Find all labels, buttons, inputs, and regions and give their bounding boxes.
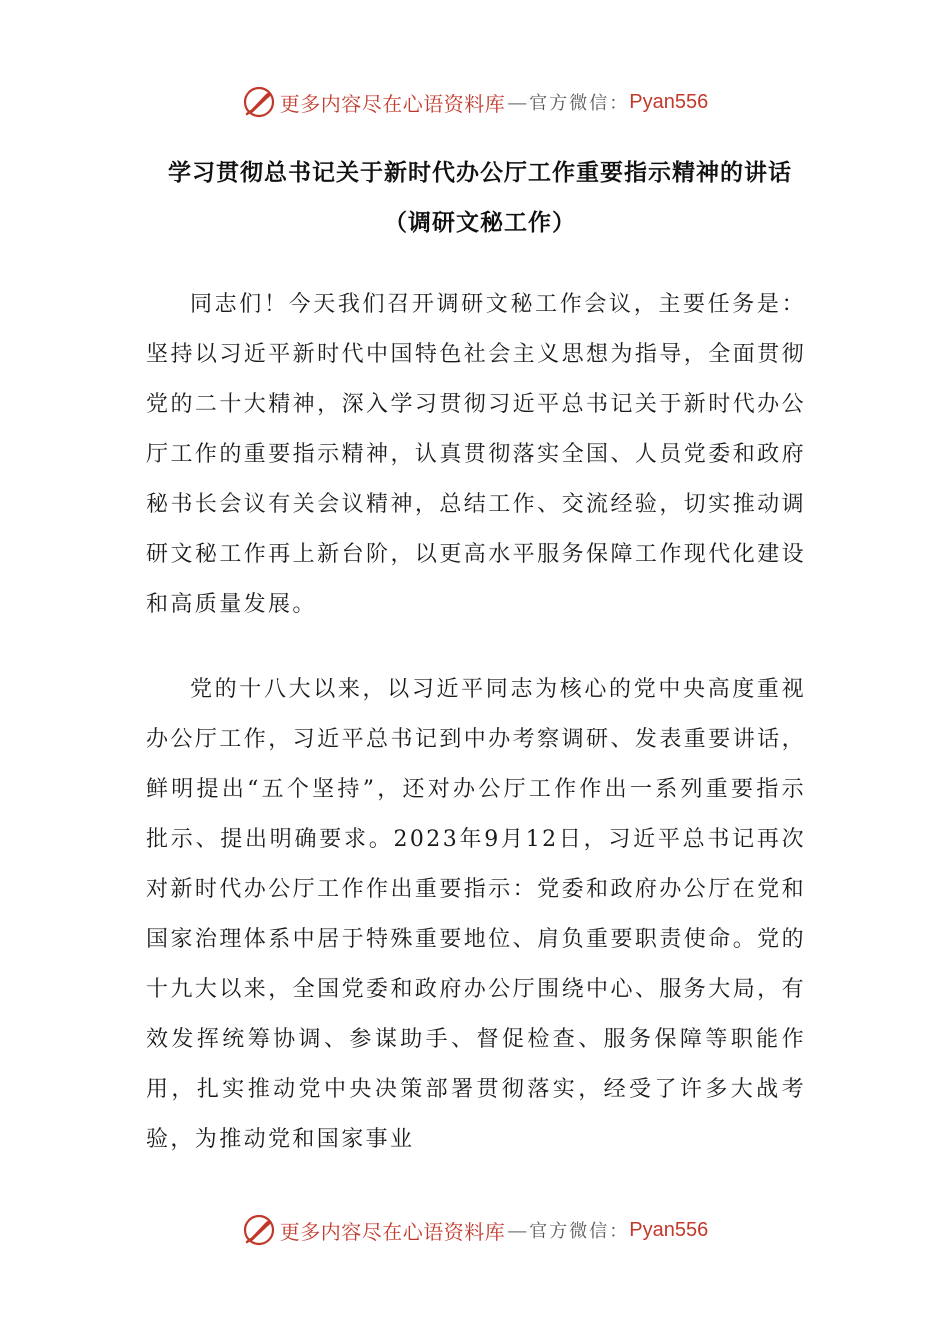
quill-pen-logo-icon — [242, 85, 276, 119]
banner-contact-label: 官方微信： — [529, 1221, 630, 1242]
banner-separator: — — [507, 90, 528, 114]
banner-separator: — — [507, 1218, 528, 1242]
body-paragraph-2: 党的十八大以来，以习近平同志为核心的党中央高度重视办公厅工作，习近平总书记到中办考察调研、发表重要讲话，鲜明提出“五个坚持”，还对办公厅工作作出一系列重要指示批示、提出明确要求。2023年9月12日，习近平总书记再次对新时代办公厅工作作出重要指示：党委和政府办公厅在党和国家治理体系中居于特殊重要地位、肩负重要职责使命。党的十九大以来，全国党委和政府办公厅围绕中心、服务大局，有效发挥统筹协调、参谋助手、督促检查、服务保障等职能作用，扎实推动党中央决策部署贯彻落实，经受了许多大战考验，为推动党和国家事业 — [146, 677, 806, 1152]
banner-contact-id: Pyan556 — [629, 90, 709, 113]
header-banner — [0, 80, 950, 124]
quill-pen-logo-icon — [242, 1213, 276, 1247]
banner-brand-text: 更多内容尽在心语资料库 — [279, 91, 506, 116]
banner-contact-id: Pyan556 — [629, 1218, 709, 1241]
banner-contact-label: 官方微信： — [529, 93, 630, 114]
banner-brand-text: 更多内容尽在心语资料库 — [279, 1219, 506, 1244]
footer-banner — [0, 1208, 950, 1252]
document-title: 学习贯彻总书记关于新时代办公厅工作重要指示精神的讲话（调研文秘工作） — [168, 160, 792, 236]
body-paragraph-1: 同志们！今天我们召开调研文秘工作会议，主要任务是：坚持以习近平新时代中国特色社会主义思想为指导，全面贯彻党的二十大精神，深入学习贯彻习近平总书记关于新时代办公厅工作的重要指示精神，认真贯彻落实全国、人员党委和政府秘书长会议有关会议精神，总结工作、交流经验，切实推动调研文秘工作再上新台阶，以更高水平服务保障工作现代化建设和高质量发展。 — [146, 292, 806, 617]
